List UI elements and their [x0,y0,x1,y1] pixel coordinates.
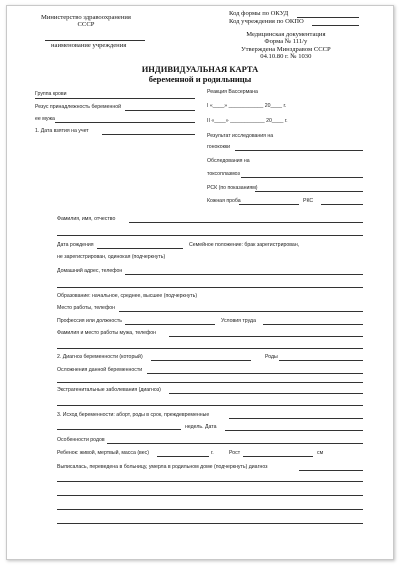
rks-line [321,204,363,205]
address-line-2 [57,287,363,288]
gonococcus-line [235,150,363,151]
outcome-label: 3. Исход беременности: аборт, роды в срок, преждевременные [57,412,210,418]
rh-label: Резус принадлежность беременной [35,104,121,110]
week-label: недель. Дата [185,424,217,430]
title-line-2: беременной и родильницы [148,73,252,84]
form-page [6,5,394,560]
extragenital-line-2 [57,405,363,406]
extragenital-label: Экстрагенитальные заболевания (диагноз) [57,387,161,393]
institution-line [45,40,145,41]
cm-unit: см [317,450,324,456]
wassermann-second-date: II «____» ____________ 20____ г. [207,118,288,124]
blood-group-line [35,98,195,99]
ministry-line-1: Министерство здравоохранения [41,14,131,21]
outcome-line [229,418,363,419]
address-label: Домашний адрес, телефон [57,268,123,274]
birth-features-line [107,443,363,444]
education-label: Образование: начальное, среднее, высшее (подчеркнуть) [57,293,198,299]
complications-line-2 [57,382,363,383]
discharged-line-2 [57,481,363,482]
blank-line-2 [57,509,363,510]
child-label: Ребенок: живой, мертвый, масса (вес) [57,450,149,456]
form-number: Форма № 111/у [264,38,308,46]
husband-work-label: Фамилия и место работы мужа, телефон [57,330,157,336]
profession-label: Профессия или должность [57,318,122,324]
husband-rh-label: ее мужа [35,116,55,122]
husband-work-line-2 [57,348,363,349]
okud-label: Код формы по ОКУД [229,10,289,17]
diagnosis-line [151,360,251,361]
name-label: Фамилия, имя, отчество [57,216,116,222]
gonococcus-result-label: Результат исследования на [207,133,274,139]
workplace-line [119,311,363,312]
profession-line [125,324,215,325]
blank-line-3 [57,523,363,524]
discharged-label: Выписалась, переведена в больницу, умерла в родильном доме (подчеркнуть) диагноз [57,464,268,470]
title-line-1: ИНДИВИДУАЛЬНАЯ КАРТА [141,64,259,74]
gram-unit: г. [211,450,214,456]
height-label: Рост [229,450,241,456]
complications-line [147,373,363,374]
okpo-line [312,25,359,26]
wassermann-label: Реакция Вассермана [207,89,258,95]
okud-line [297,17,359,18]
ministry-line-2: СССР [77,21,95,29]
registration-date-line [102,134,195,135]
toxo-line [241,177,363,178]
order-number: 04.10.80 г. № 1030 [260,53,312,61]
husband-rh-line [55,122,195,123]
height-line [243,456,313,457]
medical-docs: Медицинская документация [246,31,326,38]
gonococcus-label: гонококки [207,144,231,150]
weight-line [157,456,209,457]
week-line [225,430,363,431]
blank-line-1 [57,495,363,496]
birth-features-label: Особенности родов [57,437,105,443]
rsk-label: РСК (по показаниям) [207,185,258,191]
page-title [7,65,393,84]
toxo-label: токсоплазмоз [207,171,240,177]
toxo-check-label: Обследования на [207,158,250,164]
name-line-2 [57,235,363,236]
work-conditions-label: Условия труда [221,318,256,324]
rh-line [125,110,195,111]
ministry-name [41,14,131,29]
birth-date-line [97,248,183,249]
approved-by: Утверждена Минздравом СССР [241,45,331,53]
discharged-line [299,470,363,471]
birth-date-label: Дата рождения [57,242,94,248]
registration-date-label: 1. Дата взятия на учет [35,128,89,134]
births-line [279,360,363,361]
rsk-line [255,191,363,192]
work-conditions-line [263,324,363,325]
extragenital-line [169,393,363,394]
diagnosis-label: 2. Диагноз беременности (который) [57,354,143,360]
blood-group-label: Группа крови [35,91,67,97]
outcome-line-2 [57,429,181,430]
name-line [129,222,363,223]
okpo-label: Код учреждения по ОКПО [229,18,304,25]
workplace-label: Место работы, телефон [57,305,115,311]
wassermann-first-date: I «____» ____________ 20____ г. [207,103,287,109]
births-label: Роды [265,354,278,360]
skin-test-line [239,204,299,205]
skin-test-label: Кожная проба [207,198,241,204]
complications-label: Осложнения данной беременности [57,367,143,373]
institution-caption: наименование учреждения [51,42,127,49]
family-status-label-2: не зарегистрирован, одинокая (подчеркнуть) [57,254,166,260]
family-status-label: Семейное положение: брак зарегистрирован, [189,242,300,248]
rks-label: РКС [303,198,314,204]
address-line [125,274,363,275]
approval-block [241,31,331,61]
husband-work-line [169,336,363,337]
